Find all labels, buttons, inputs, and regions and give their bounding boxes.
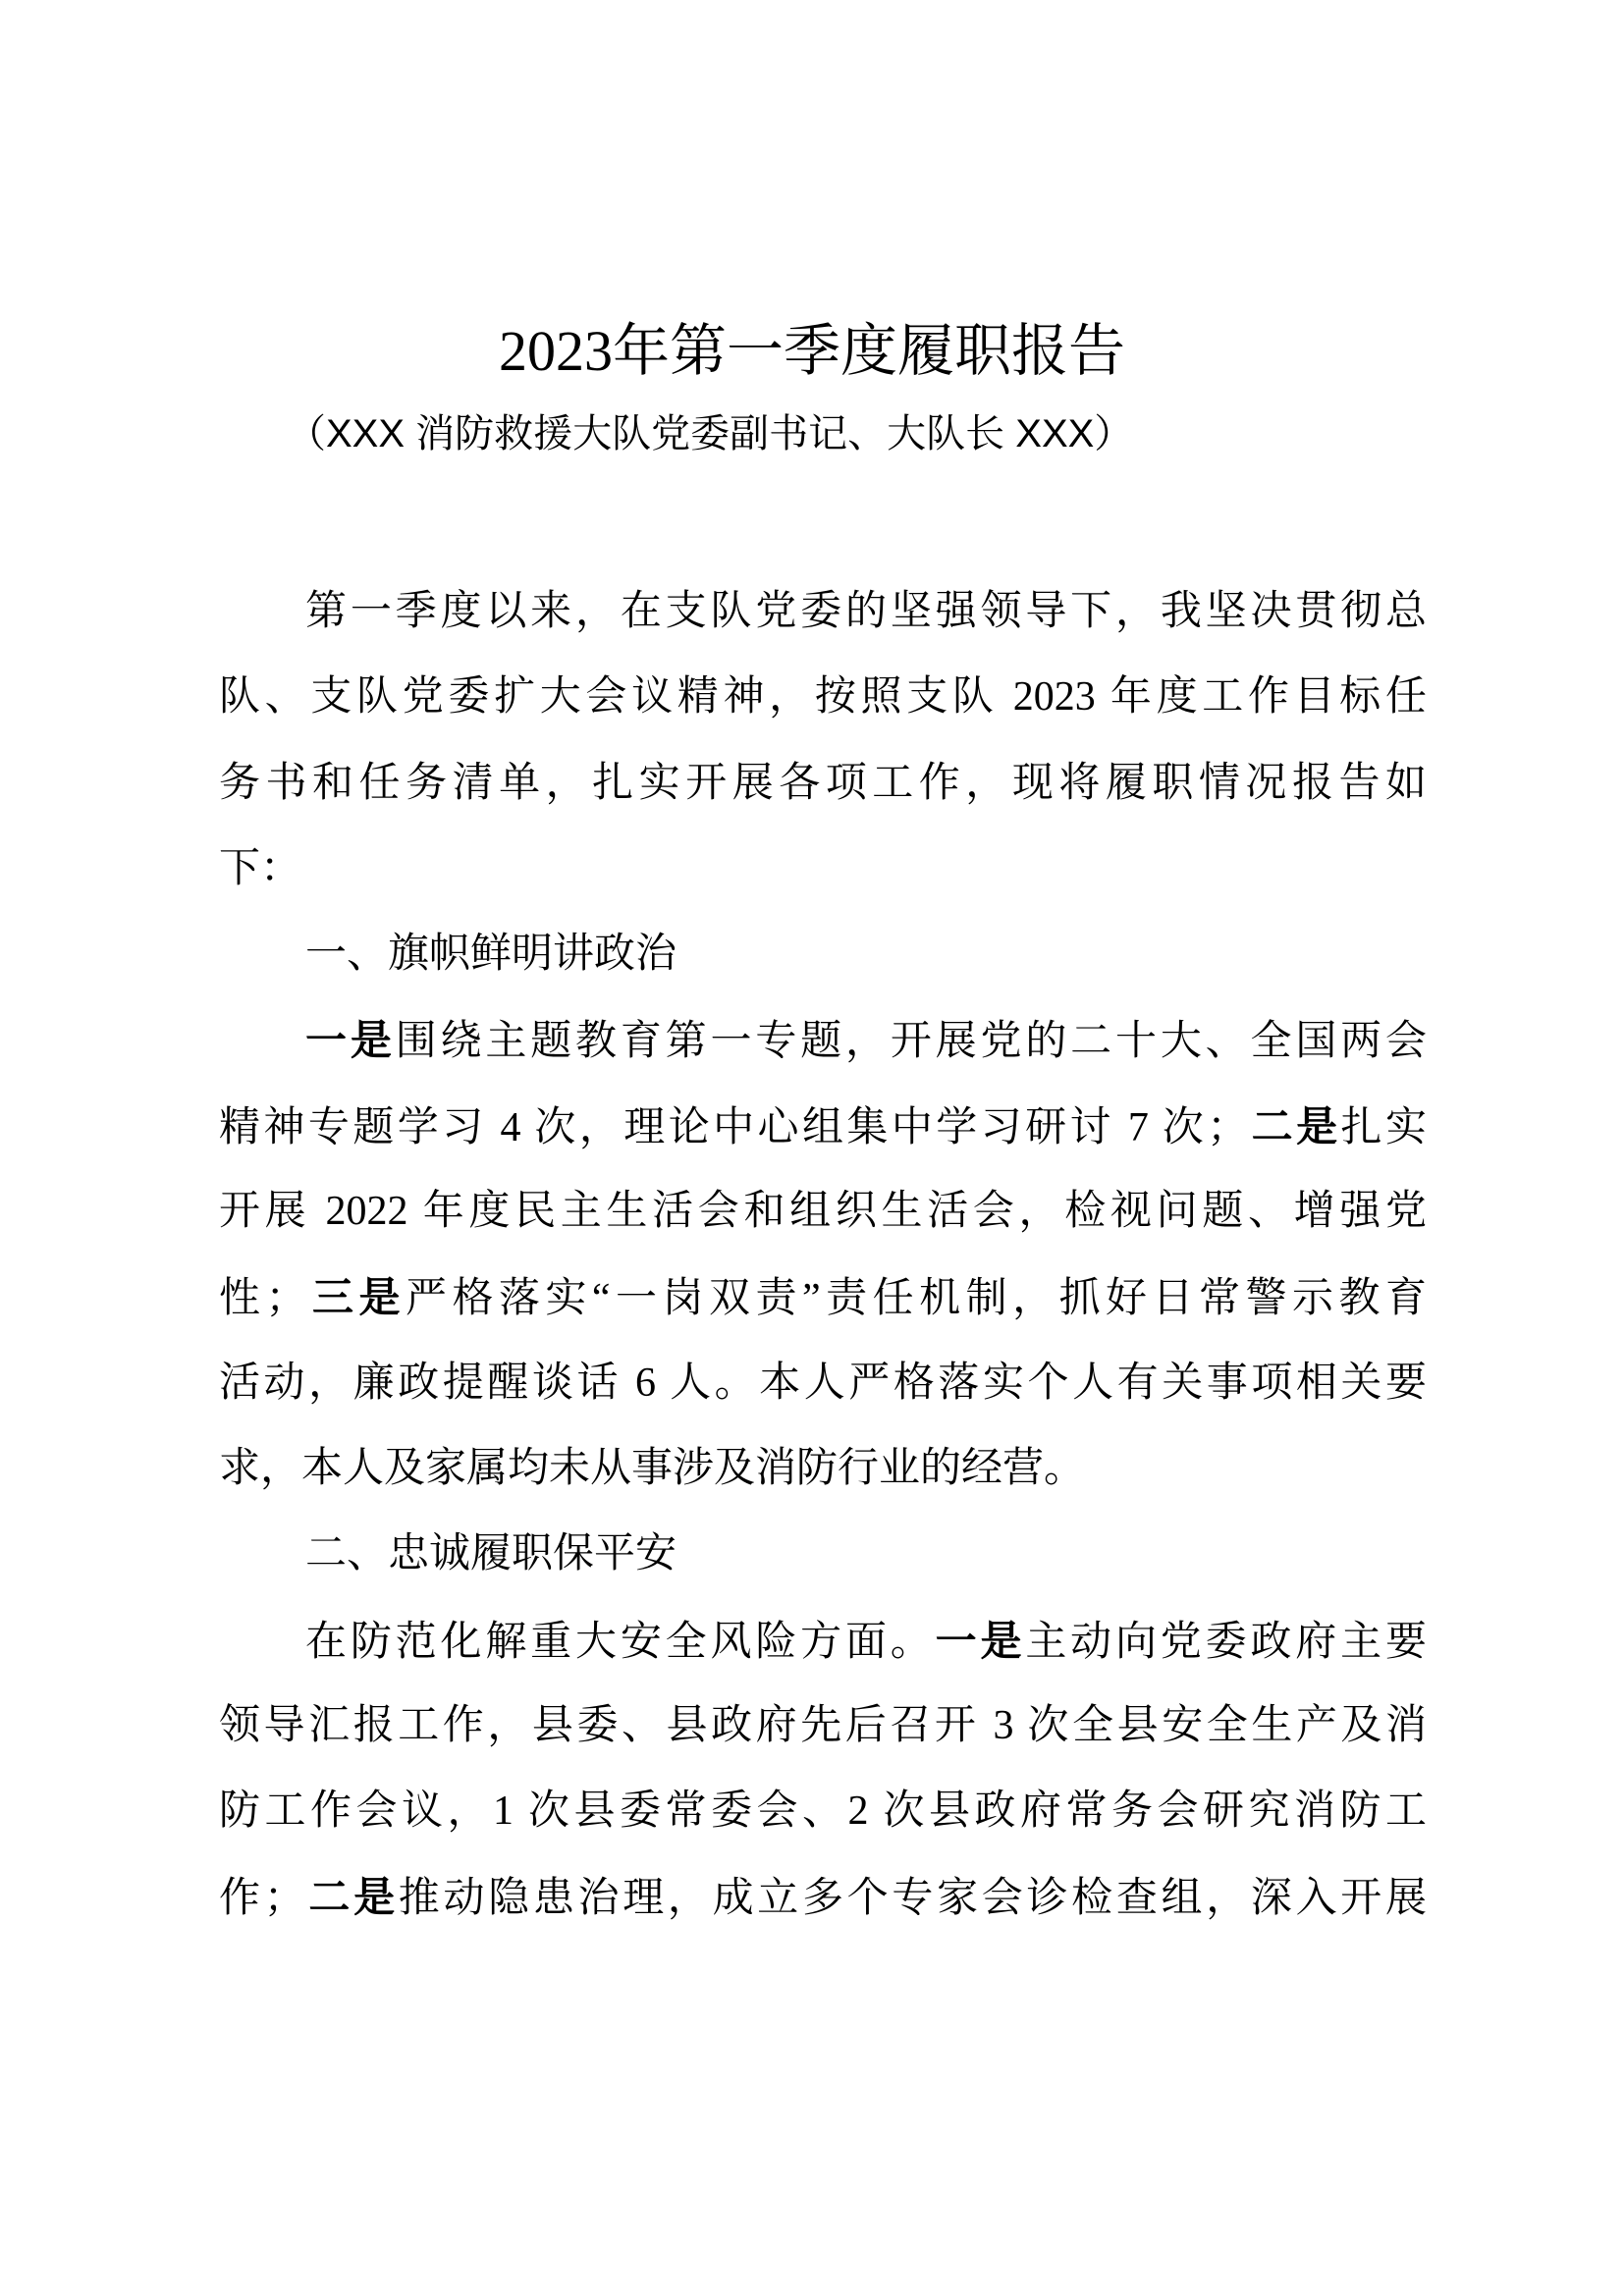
text-line: [219, 741, 1427, 827]
text-segment: 性；: [219, 1276, 307, 1322]
text-line: [219, 1426, 1427, 1512]
text-segment: 活动，廉政提醒谈话 6 人。本人严格落实个人有关事项相关要: [219, 1360, 1427, 1406]
text-segment: 扎实: [1340, 1104, 1427, 1150]
bold-text: 二是: [1248, 1102, 1341, 1149]
text-segment: 开展 2022 年度民主生活会和组织生活会，检视问题、增强党: [219, 1189, 1427, 1235]
text-segment: 围绕主题教育第一专题，开展党的二十大、全国两会: [395, 1019, 1427, 1065]
text-line: [219, 1854, 1427, 1940]
text-line: [219, 1683, 1427, 1769]
text-segment: 推动隐患治理，成立多个专家会诊检查组，深入开展: [398, 1876, 1427, 1922]
text-line: [219, 1169, 1427, 1255]
text-line: [219, 1512, 1427, 1597]
bold-text: 一是: [305, 1017, 396, 1064]
document-subtitle: （XXX 消防救援大队党委副书记、大队长 XXX）: [287, 412, 1134, 455]
text-segment: 二、忠诚履职保平安: [305, 1531, 677, 1577]
text-line: [219, 655, 1427, 740]
text-line: [219, 912, 1427, 997]
text-segment: 精神专题学习 4 次，理论中心组集中学习研讨 7 次；: [219, 1104, 1249, 1150]
text-line: [219, 1341, 1427, 1426]
text-segment: 在防范化解重大安全风险方面。: [305, 1619, 936, 1665]
bold-text: 一是: [935, 1617, 1026, 1664]
text-segment: 一、旗帜鲜明讲政治: [305, 932, 677, 978]
bold-text: 三是: [306, 1274, 406, 1321]
text-segment: 务书和任务清单，扎实开展各项工作，现将履职情况报告如: [219, 760, 1427, 806]
text-line: [219, 569, 1427, 655]
text-segment: 求，本人及家属均未从事涉及消防行业的经营。: [219, 1445, 1086, 1491]
text-segment: 防工作会议，1 次县委常委会、2 次县政府常务会研究消防工: [219, 1789, 1427, 1835]
document-title: 2023年第一季度履职报告: [498, 319, 1125, 383]
text-line: [219, 1769, 1427, 1854]
text-segment: 第一季度以来，在支队党委的坚强领导下，我坚决贯彻总: [305, 589, 1427, 634]
text-line: [219, 1084, 1427, 1169]
text-line: [219, 997, 1427, 1083]
text-line: [219, 1598, 1427, 1683]
text-segment: 严格落实“一岗双责”责任机制，抓好日常警示教育: [405, 1276, 1427, 1322]
text-line: [219, 1255, 1427, 1340]
text-segment: 主动向党委政府主要: [1025, 1619, 1427, 1665]
text-segment: 下：: [219, 845, 302, 891]
text-line: [219, 827, 1427, 912]
text-segment: 作；: [219, 1876, 305, 1922]
text-segment: 领导汇报工作，县委、县政府先后召开 3 次全县安全生产及消: [219, 1702, 1427, 1748]
document-body: [219, 569, 1427, 1941]
bold-text: 二是: [304, 1874, 399, 1921]
text-segment: 队、支队党委扩大会议精神，按照支队 2023 年度工作目标任: [219, 674, 1427, 721]
